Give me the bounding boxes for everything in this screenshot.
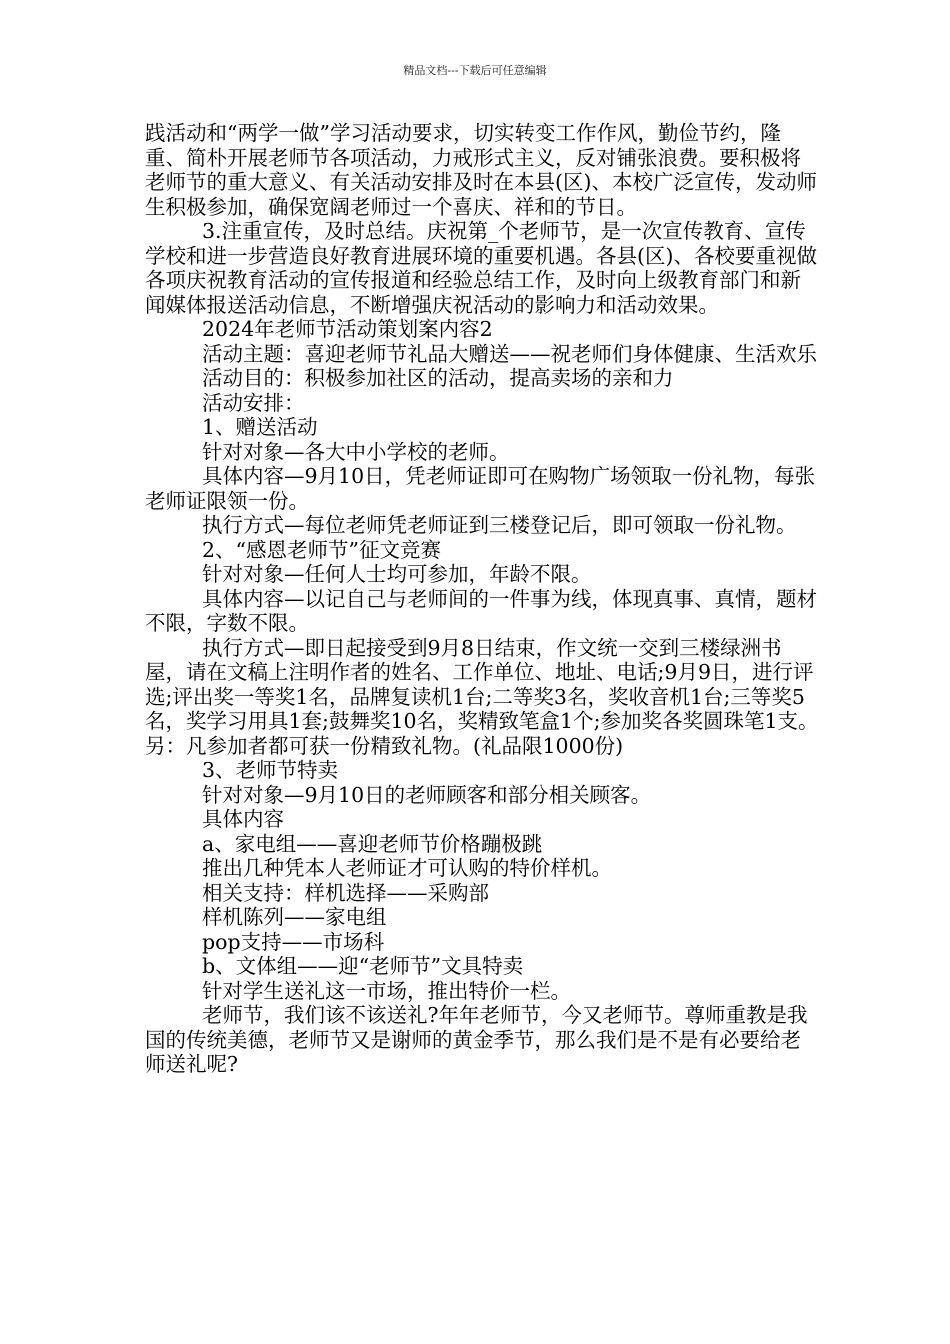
section-heading: 2024年老师节活动策划案内容2 bbox=[202, 317, 493, 341]
paragraph: 执行方式—即日起接受到9月8日结束，作文统一交到三楼绿洲书屋，请在文稿上注明作者的姓名、工作单位、地址、电话;9月9日，进行评选;评出奖一等奖1名，品牌复读机1台;二等奖3名，奖收音机1台;三等奖5名，奖学习用具1套;鼓舞奖10名，奖精致笔盒1个;参加奖各奖圆珠笔1支。另：凡参加者都可获一份精致礼物。(礼品限1000份) bbox=[145, 635, 819, 758]
document-body bbox=[145, 121, 820, 1077]
paragraph: 针对对象—9月10日的老师顾客和部分相关顾客。 bbox=[202, 782, 652, 807]
paragraph: 活动主题：喜迎老师节礼品大赠送——祝老师们身体健康、生活欢乐 bbox=[202, 341, 817, 366]
paragraph: 具体内容—以记自己与老师间的一件事为线，体现真事、真情，题材不限，字数不限。 bbox=[145, 586, 817, 635]
paragraph: 针对对象—各大中小学校的老师。 bbox=[202, 439, 510, 464]
paragraph: 针对学生送礼这一市场，推出特价一栏。 bbox=[202, 978, 571, 1003]
paragraph: 推出几种凭本人老师证才可认购的特价样机。 bbox=[202, 856, 612, 880]
list-item: b、文体组——迎“老师节”文具特卖 bbox=[202, 954, 524, 978]
paragraph: 样机陈列——家电组 bbox=[202, 905, 387, 929]
list-item: a、家电组——喜迎老师节价格蹦极跳 bbox=[202, 831, 543, 856]
list-item: 1、赠送活动 bbox=[202, 415, 318, 439]
list-item: 2、“感恩老师节”征文竞赛 bbox=[202, 537, 442, 562]
paragraph: 践活动和“两学一做”学习活动要求，切实转变工作作风，勤俭节约，隆重、简朴开展老师节各项活动，力戒形式主义，反对铺张浪费。要积极将老师节的重大意义、有关活动安排及时在本县(区)、本校广泛宣传，发动师生积极参加，确保宽阔老师过一个喜庆、祥和的节日。 bbox=[145, 121, 817, 219]
paragraph: 老师节，我们该不该送礼?年年老师节，今又老师节。尊师重教是我国的传统美德，老师节又是谢师的黄金季节，那么我们是不是有必要给老师送礼呢? bbox=[145, 1003, 808, 1076]
paragraph: 执行方式—每位老师凭老师证到三楼登记后，即可领取一份礼物。 bbox=[202, 513, 797, 537]
paragraph: 具体内容—9月10日，凭老师证即可在购物广场领取一份礼物，每张老师证限领一份。 bbox=[145, 464, 816, 513]
paragraph: 活动安排： bbox=[202, 390, 305, 415]
list-item: 3、老师节特卖 bbox=[202, 758, 339, 782]
paragraph: 具体内容 bbox=[202, 807, 284, 831]
paragraph: pop支持——市场科 bbox=[202, 929, 385, 954]
page-header: 精品文档---下载后可任意编辑 bbox=[403, 64, 547, 77]
paragraph: 相关支持：样机选择——采购部 bbox=[202, 880, 489, 905]
paragraph: 活动目的：积极参加社区的活动，提高卖场的亲和力 bbox=[202, 366, 674, 390]
paragraph: 针对对象—任何人士均可参加，年龄不限。 bbox=[202, 562, 592, 586]
paragraph: 3.注重宣传，及时总结。庆祝第_个老师节，是一次宣传教育、宣传学校和进一步营造良好教育进展环境的重要机遇。各县(区)、各校要重视做各项庆祝教育活动的宣传报道和经验总结工作，及时向上级教育部门和新闻媒体报送活动信息，不断增强庆祝活动的影响力和活动效果。 bbox=[145, 219, 817, 317]
